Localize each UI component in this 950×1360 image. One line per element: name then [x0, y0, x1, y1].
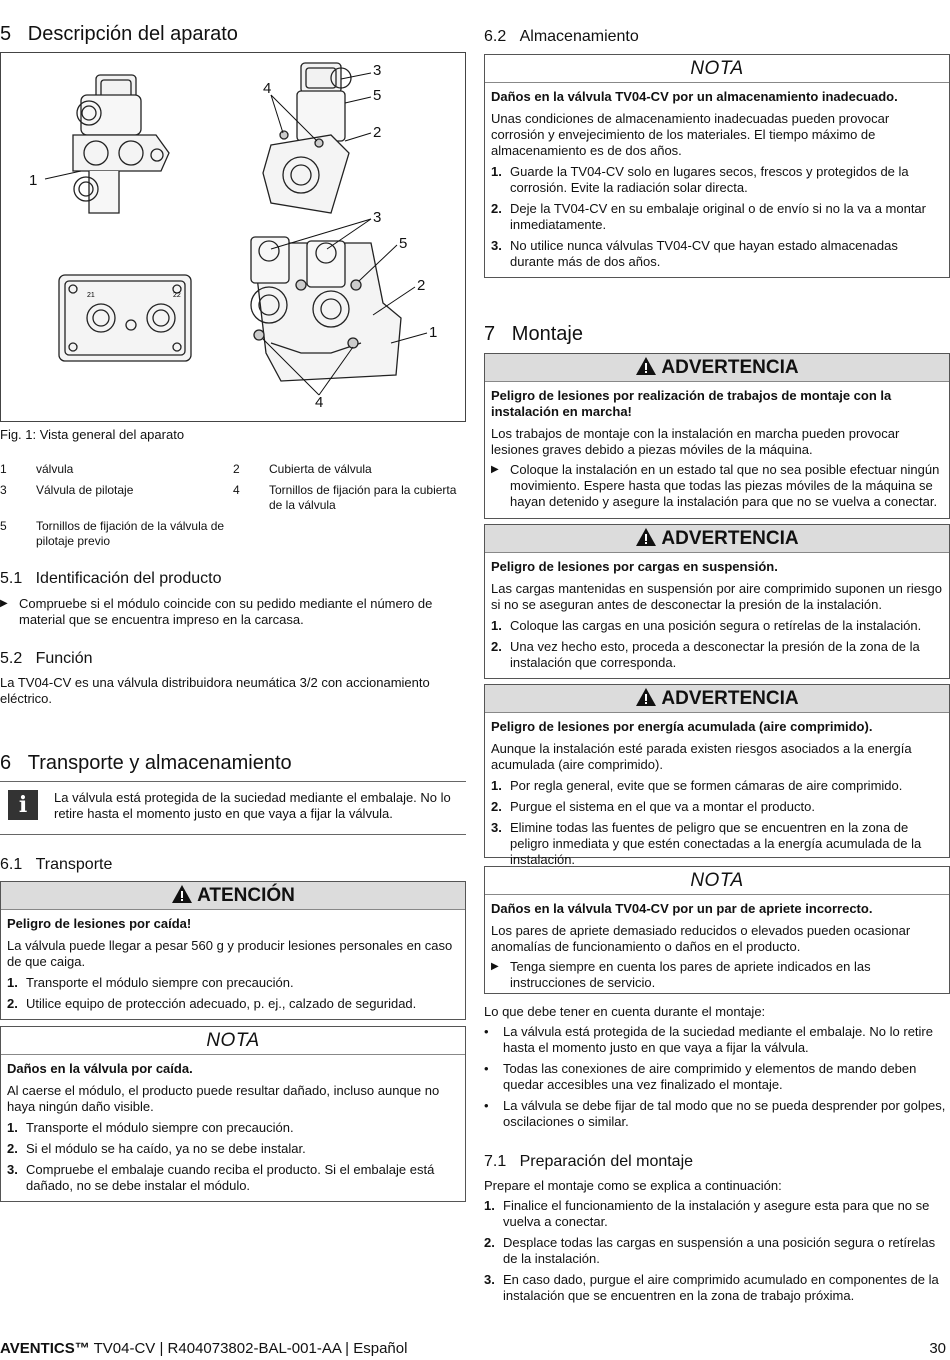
- list-item: [491, 959, 943, 991]
- section-5-heading: [0, 22, 238, 46]
- section-title: Identificación del producto: [35, 570, 222, 587]
- step-number: 3.: [7, 1162, 18, 1177]
- nota-steps: [491, 164, 943, 270]
- bullet-icon: •: [484, 1098, 489, 1113]
- list-item: [7, 1162, 459, 1194]
- list-item: [484, 1272, 948, 1304]
- legend-value: Tornillos de fijación para la cubierta de la válvula: [269, 483, 457, 512]
- list-item: [7, 1120, 459, 1136]
- warning-text: Aunque la instalación esté parada existen riesgos asociados a la energía acumulada (aire comprimido).: [491, 741, 912, 772]
- info-icon: [8, 790, 38, 820]
- callout-3: 3: [373, 62, 382, 79]
- section-title: Preparación del montaje: [519, 1153, 694, 1170]
- caution-text: La válvula puede llegar a pesar 560 g y producir lesiones personales en caso de que caiga.: [7, 938, 453, 969]
- nota-text: Al caerse el módulo, el producto puede resultar dañado, incluso aunque no haya ningún daño visible.: [7, 1083, 440, 1114]
- step-number: 2.: [7, 1141, 18, 1156]
- section-7-1-heading: [484, 1152, 693, 1172]
- figure-legend: [0, 462, 466, 555]
- warning-box-1: [484, 353, 950, 519]
- list-item-text: La válvula está protegida de la suciedad mediante el embalaje. No lo retire hasta el momento justo en que vaya a fijar la válvula.: [503, 1024, 933, 1055]
- warning-header: [485, 354, 949, 382]
- section-title: Transporte y almacenamiento: [27, 752, 292, 774]
- callout-3b: 3: [373, 209, 382, 226]
- callout-2: 2: [373, 124, 382, 141]
- legend-key: 4: [233, 483, 240, 497]
- section-5-2-heading: [0, 649, 93, 669]
- legend-key: 2: [233, 462, 240, 476]
- list-item: [7, 996, 459, 1012]
- legend-key: 3: [0, 483, 7, 497]
- list-item-text: La válvula se debe fijar de tal modo que no se pueda desprender por golpes, oscilaciones o similar.: [503, 1098, 946, 1129]
- nota-box-storage: [484, 54, 950, 278]
- step-text: Guarde la TV04-CV solo en lugares secos, frescos y protegidos de la corrosión. Evite la radiación solar directa.: [510, 164, 909, 195]
- list-item-text: Compruebe si el módulo coincide con su pedido mediante el número de material que se encuentra impreso en la carcasa.: [19, 596, 433, 627]
- step-text: Si el módulo se ha caído, ya no se debe instalar.: [26, 1141, 306, 1156]
- step-number: 3.: [484, 1272, 495, 1287]
- step-number: 1.: [484, 1198, 495, 1213]
- page-number: 30: [929, 1340, 946, 1357]
- warning-steps: [491, 618, 943, 671]
- arrow-icon: ▶: [491, 961, 499, 972]
- nota-title: Daños en la válvula TV04-CV por un par de apriete incorrecto.: [491, 901, 873, 916]
- warning-title: Peligro de lesiones por energía acumulada (aire comprimido).: [491, 719, 873, 734]
- section-number: 5.1: [0, 570, 23, 587]
- step-number: 3.: [491, 238, 502, 253]
- step-text: Deje la TV04-CV en su embalaje original o de envío si no la va a montar inmediatamente.: [510, 201, 926, 232]
- callout-1: 1: [29, 172, 38, 189]
- list-item: [484, 1198, 948, 1230]
- callout-4: 4: [263, 80, 272, 97]
- nota-text: Unas condiciones de almacenamiento inadecuadas pueden provocar corrosión y envejecimiento de los materiales. El tiempo máximo de almacenamiento es de dos años.: [491, 111, 890, 158]
- warning-header: [485, 525, 949, 553]
- list-item: [491, 238, 943, 270]
- legend-value: Cubierta de válvula: [269, 462, 372, 476]
- step-number: 1.: [491, 618, 502, 633]
- warning-triangle-icon: [171, 884, 193, 904]
- step-number: 1.: [7, 1120, 18, 1135]
- section-title: Transporte: [35, 856, 113, 873]
- mounting-intro: Lo que debe tener en cuenta durante el montaje:: [484, 1004, 766, 1019]
- section-6-heading: [0, 751, 292, 775]
- list-item: [491, 462, 943, 510]
- list-item: [484, 1061, 948, 1093]
- section-5-2-text: La TV04-CV es una válvula distribuidora neumática 3/2 con accionamiento eléctrico.: [0, 675, 430, 706]
- nota-actions: [491, 959, 943, 991]
- step-text: Coloque las cargas en una posición segura o retírelas de la instalación.: [510, 618, 922, 633]
- list-item-text: Tenga siempre en cuenta los pares de apriete indicados en las instrucciones de servicio.: [510, 959, 871, 990]
- plate-label-21: 21: [87, 292, 95, 299]
- nota-box-mounting: [484, 866, 950, 994]
- list-item-text: Coloque la instalación en un estado tal que no sea posible efectuar ningún movimiento. Espere hasta que todas las piezas móviles de la máquina se hayan detenido y asegure la instalación para que no se vuelva a conectar.: [510, 462, 940, 509]
- section-number: 7.1: [484, 1153, 507, 1170]
- warning-label: ADVERTENCIA: [661, 357, 799, 378]
- section-7-heading: [484, 322, 583, 346]
- nota-title: Daños en la válvula TV04-CV por un almacenamiento inadecuado.: [491, 89, 898, 104]
- list-item: [491, 799, 943, 815]
- step-text: Una vez hecho esto, proceda a desconectar la presión de la zona de la instalación que corresponda.: [510, 639, 920, 670]
- mounting-bullets: [484, 1019, 948, 1130]
- warning-label: ADVERTENCIA: [661, 528, 799, 549]
- warning-box-2: [484, 524, 950, 679]
- step-number: 2.: [484, 1235, 495, 1250]
- list-item-text: Todas las conexiones de aire comprimido y elementos de mando deben quedar accesibles una vez finalizado el montaje.: [503, 1061, 917, 1092]
- step-number: 2.: [491, 201, 502, 216]
- step-number: 2.: [491, 799, 502, 814]
- warning-text: Los trabajos de montaje con la instalación en marcha pueden provocar lesiones graves debido a piezas móviles de la máquina.: [491, 426, 900, 457]
- legend-key: 5: [0, 519, 7, 533]
- brand-name: AVENTICS™: [0, 1340, 90, 1357]
- warning-text: Las cargas mantenidas en suspensión por aire comprimido suponen un riesgo si no se aseguran antes de desconectar la presión de la instalación.: [491, 581, 942, 612]
- info-icon-glyph: i: [8, 790, 38, 820]
- section-number: 7: [484, 323, 496, 345]
- nota-box-transport: [0, 1026, 466, 1202]
- divider: [0, 834, 466, 835]
- nota-steps: [7, 1120, 459, 1194]
- warning-label: ADVERTENCIA: [661, 688, 799, 709]
- step-text: Desplace todas las cargas en suspensión a una posición segura o retírelas de la instalación.: [503, 1235, 936, 1266]
- nota-title: Daños en la válvula por caída.: [7, 1061, 193, 1076]
- warning-triangle-icon: [635, 527, 657, 547]
- caution-header: [1, 882, 465, 910]
- warning-steps: [491, 778, 943, 868]
- step-number: 3.: [491, 820, 502, 835]
- legend-value: válvula: [36, 462, 74, 476]
- preparation-steps: [484, 1193, 948, 1304]
- list-item: [484, 1098, 948, 1130]
- section-number: 6.2: [484, 28, 507, 45]
- caution-label: ATENCIÓN: [197, 885, 295, 906]
- figure-caption: Fig. 1: Vista general del aparato: [0, 427, 185, 442]
- section-5-1-heading: [0, 569, 222, 589]
- step-text: Finalice el funcionamiento de la instalación y asegure esta para que no se vuelva a conectar.: [503, 1198, 930, 1229]
- list-item: [491, 778, 943, 794]
- section-title: Descripción del aparato: [27, 23, 238, 45]
- info-text: La válvula está protegida de la suciedad mediante el embalaje. No lo retire hasta el momento justo en que vaya a fijar la válvula.: [54, 790, 451, 821]
- step-text: Transporte el módulo siempre con precaución.: [26, 1120, 294, 1135]
- section-number: 6.1: [0, 856, 23, 873]
- bullet-icon: •: [484, 1024, 489, 1039]
- list-item: [0, 596, 462, 628]
- plate-label-22: 22: [173, 292, 181, 299]
- callout-1b: 1: [429, 324, 438, 341]
- warning-actions: [491, 462, 943, 510]
- warning-title: Peligro de lesiones por realización de trabajos de montaje con la instalación en marcha!: [491, 388, 892, 419]
- step-text: Utilice equipo de protección adecuado, p. ej., calzado de seguridad.: [26, 996, 417, 1011]
- step-number: 2.: [7, 996, 18, 1011]
- section-title: Almacenamiento: [519, 28, 639, 45]
- nota-header: NOTA: [1, 1027, 465, 1055]
- list-item: [491, 639, 943, 671]
- step-text: Elimine todas las fuentes de peligro que se encuentren en la zona de peligro inmediata y que estén conectadas a la energía acumulada de la instalación.: [510, 820, 922, 867]
- document-id: TV04-CV | R404073802-BAL-001-AA | Español: [89, 1340, 408, 1357]
- preparation-intro: Prepare el montaje como se explica a continuación:: [484, 1178, 782, 1193]
- step-number: 1.: [7, 975, 18, 990]
- divider: [0, 781, 466, 782]
- arrow-icon: ▶: [491, 464, 499, 475]
- device-figure: [0, 52, 466, 422]
- list-item: [491, 164, 943, 196]
- warning-triangle-icon: [635, 356, 657, 376]
- step-number: 1.: [491, 778, 502, 793]
- device-illustration: [1, 53, 465, 421]
- section-6-1-heading: [0, 855, 112, 875]
- list-item: [491, 618, 943, 634]
- nota-text: Los pares de apriete demasiado reducidos o elevados pueden ocasionar anomalías de funcionamiento o daños en el producto.: [491, 923, 911, 954]
- section-number: 6: [0, 752, 12, 774]
- arrow-icon: ▶: [0, 598, 8, 609]
- list-item: [7, 1141, 459, 1157]
- caution-title: Peligro de lesiones por caída!: [7, 916, 192, 931]
- caution-steps: [7, 975, 459, 1012]
- step-text: En caso dado, purgue el aire comprimido acumulado en componentes de la instalación que se encuentren en la zona de trabajo próxima.: [503, 1272, 939, 1303]
- callout-2b: 2: [417, 277, 426, 294]
- list-item: [491, 201, 943, 233]
- step-text: Por regla general, evite que se formen cámaras de aire comprimido.: [510, 778, 903, 793]
- warning-box-3: [484, 684, 950, 867]
- step-text: No utilice nunca válvulas TV04-CV que hayan estado almacenadas durante más de dos años.: [510, 238, 898, 269]
- caution-box: [0, 881, 466, 1020]
- step-text: Transporte el módulo siempre con precaución.: [26, 975, 294, 990]
- page-footer: [0, 1340, 950, 1358]
- legend-key: 1: [0, 462, 7, 476]
- list-item: [484, 1235, 948, 1267]
- nota-header: NOTA: [485, 867, 949, 895]
- list-item: [484, 1024, 948, 1056]
- list-item: [7, 975, 459, 991]
- step-number: 2.: [491, 639, 502, 654]
- section-5-1-list: [0, 592, 462, 628]
- warning-triangle-icon: [635, 687, 657, 707]
- warning-header: [485, 685, 949, 713]
- callout-4b: 4: [315, 394, 324, 411]
- step-text: Purgue el sistema en el que va a montar el producto.: [510, 799, 815, 814]
- nota-header: NOTA: [485, 55, 949, 83]
- legend-value: Válvula de pilotaje: [36, 483, 134, 497]
- section-number: 5.2: [0, 650, 23, 667]
- warning-title: Peligro de lesiones por cargas en suspensión.: [491, 559, 778, 574]
- step-text: Compruebe el embalaje cuando reciba el producto. Si el embalaje está dañado, no se debe instalar el módulo.: [26, 1162, 435, 1193]
- callout-5: 5: [373, 87, 382, 104]
- legend-value: Tornillos de fijación de la válvula de pilotaje previo: [36, 519, 225, 548]
- step-number: 1.: [491, 164, 502, 179]
- section-title: Función: [35, 650, 93, 667]
- section-6-2-heading: [484, 27, 639, 47]
- list-item: [491, 820, 943, 868]
- section-number: 5: [0, 23, 12, 45]
- section-title: Montaje: [511, 323, 583, 345]
- callout-5b: 5: [399, 235, 408, 252]
- bullet-icon: •: [484, 1061, 489, 1076]
